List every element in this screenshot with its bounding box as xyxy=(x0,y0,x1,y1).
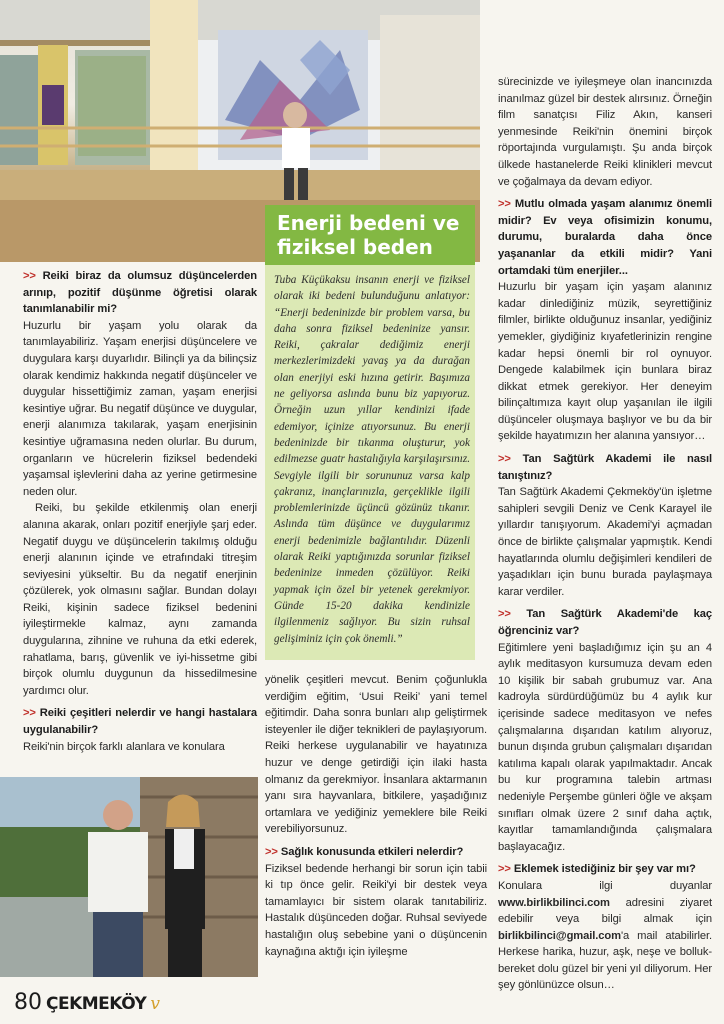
magazine-brand: ÇEKMEKÖY xyxy=(46,994,147,1014)
email-link[interactable]: birlikbilinci@gmail.com xyxy=(498,929,621,942)
column-3 xyxy=(498,74,712,994)
question-marker: >> xyxy=(265,845,278,858)
question-student-count xyxy=(498,606,712,639)
page-footer xyxy=(14,990,160,1020)
answer-paragraph: Huzurlu bir yaşam için yaşam alanınız kadar dinlediğiniz müzik, seyrettiğiniz filmler, birlikte olduğunuz insanlar, yediğiniz yemekler, giydiğiniz kıyafetlerinizin rengine kadar hepsi önemli bir rol oynuyor. Dengede kalabilmek için bunlara biraz dikkat etmek gerekiyor. Her deneyim bilinçaltımıza kayıt olup yaşanılan ile ilgili düşünceler oluşmaya başlıyor ve bu da bir şekilde hayatımızın her alanına yansıyor… xyxy=(498,281,712,443)
question-health xyxy=(265,844,487,861)
question-marker: >> xyxy=(23,270,36,282)
question-text: Mutlu olmada yaşam alanımız önemli midir? Ev veya ofisimizin konumu, durumu, buralarda daha önce yaşananlar da etkili midir? Yani ortamdaki tüm enerjiler... xyxy=(498,198,712,277)
answer-paragraph xyxy=(498,878,712,994)
info-box-body xyxy=(274,272,470,647)
question-text: Reiki biraz da olumsuz düşüncelerden arınıp, pozitif düşünme öğretisi olarak tanımlanabilir mi? xyxy=(23,270,258,316)
info-box-header xyxy=(265,205,475,265)
answer-text: Konulara ilgi duyanlar xyxy=(498,879,712,892)
column-2 xyxy=(265,672,487,960)
question-marker: >> xyxy=(23,707,36,720)
question-text: Tan Sağtürk Akademi'de kaç öğrenciniz var? xyxy=(498,608,712,637)
page-number: 80 xyxy=(14,990,42,1015)
question-marker: >> xyxy=(498,198,511,211)
answer-text: 'a mail atabilirler. Herkese harika, huzur, aşk, neşe ve bolluk- bereket dolu güzel bir yeni yıl diliyorum. Her şey gönlünüzce olsun… xyxy=(498,929,712,992)
question-reiki-positive xyxy=(23,268,257,318)
question-text: Eklemek istediğiniz bir şey var mı? xyxy=(513,863,696,876)
question-anything-to-add xyxy=(498,861,712,878)
info-box-title: Enerji bedeni ve fiziksel beden xyxy=(277,211,460,259)
answer-text: adresini ziyaret edebilir veya bilgi almak için xyxy=(498,896,712,926)
portrait-illustration xyxy=(0,777,258,977)
question-marker: >> xyxy=(498,453,511,466)
brand-mark: v xyxy=(150,994,160,1014)
question-marker: >> xyxy=(498,608,511,621)
question-living-space xyxy=(498,196,712,279)
question-text: Reiki çeşitleri nelerdir ve hangi hastalara uygulanabilir? xyxy=(23,707,258,737)
info-box-text: Tuba Küçükaksu insanın enerji ve fiziksel olarak iki bedeni bulunduğunu anlatıyor: “Enerji bedeninizde bir problem varsa, bu daha sonra fiziksel bedeninize yansır. Reiki, çakralar dediğimiz enerji merkezlerimizdeki yavaş ya da durağan olan enerjiyi eski hızına getirir. Başımıza ne geliyorsa aslında bunu biz yapıyoruz. Örneğin uzun yıllar kendinizi ifade edemiyor, içinize atıyorsunuz. Bu enerji bedeninizde bir tıkanma oluşturur, yok edilmezse guatr hastalığıyla karşılaşırsınız. Sevgiyle ilgili bir sorununuz varsa kalp çakranız, inançlarınızla, gerçeklikle ilgili problemlerinizde üçüncü gözünüz tıkanır. Aslında tüm düşünce ve duygularımız enerji bedenimizle bağlantılıdır. Düzenli olarak Reiki yaptığınızda sorunlar fiziksel bedeninize inmeden çözülüyor. Reiki yapmak için özel bir yetenek gerekmiyor. Günde 15-20 dakika kendinizle ilgilenmeniz sağlıyor. Bu sizin ruhsal gelişiminiz için çok önemli.” xyxy=(274,274,470,645)
question-text: Tan Sağtürk Akademi ile nasıl tanıştınız? xyxy=(498,453,712,482)
column-1 xyxy=(23,268,257,755)
question-reiki-types xyxy=(23,705,257,738)
answer-paragraph: Reiki'nin birçok farklı alanlara ve konulara xyxy=(23,740,225,753)
answer-paragraph: Huzurlu bir yaşam yolu olarak da tanımlayabiliriz. Yaşam enerjisi düşüncelere ve duygulara karşı duyarlıdır. Bilinçli ya da bilinçsiz olarak kendimiz hakkında negatif düşünceler ve duygular hissettiğimiz zaman, yaşam enerjisi kesintiye uğrar. Bu negatif düşünce ve duygular, enerji alanımıza takılarak, yaşam enerjisinin kesintiye uğramasına neden olurlar. Bu durum, organların ve hücrelerin fiziksel bedendeki yaşamsal işlevlerini daha az yerine getirmesine neden olur. xyxy=(23,319,257,498)
answer-paragraph: Eğitimlere yeni başladığımız için şu an 4 aylık meditasyon kursumuza devam eden 10 kişilik bir sabah grubumuz var. Ana kadroyla sürdürdüğümüz bu 4 aylık kur içerisinde sadece meditasyon ve nefes çalışmalarına dışarıdan katılım alıyoruz, bunun dışında grubun çalışmaları dışarıdan katılıma kapalı olarak yapılmaktadır. Ancak bu kur programına talebin artması nedeniyle Perşembe günleri öğle ve akşam sınıfları olmak üzere 2 sınıf daha açtık, kayıtlar tamamlandığında çalışmalara başlayacağız. xyxy=(498,641,712,853)
answer-paragraph: Reiki, bu şekilde etkilenmiş olan enerji alanına akarak, onları pozitif enerjiyle şarj eder. Negatif duygu ve düşüncelerin takılmış olduğu enerji alanının içinde ve etrafındaki titreşim seviyesini yükseltir. Bu da negatif enerjinin çözülerek, yok olmasını sağlar. Bundan dolayı Reiki, kişinin sadece fiziksel bedenini iyileştirmekle kalmaz, aynı zamanda duygularına, zihnine ve ruhuna da etki ederek, rahatlama, barış, güvenlik ve iyi-hissetme gibi birçok olumlu duygunun da hissedilmesine yardımcı olur. xyxy=(23,502,257,697)
question-marker: >> xyxy=(498,863,511,876)
answer-paragraph: yönelik çeşitleri mevcut. Benim çoğunlukla verdiğim eğitim, ‘Usui Reiki’ yani temel eğitimdir. Daha sonra bunları alıp geliştirmek isteyenler ile diğer teknikleri de paylaşıyorum. Reiki herkese uygulanabilir ve hayatınıza huzur ve denge getirdiği için ilaki hasta olmanız da gerekmiyor. İnsanlara aktarmanın yanı sıra hayvanlara, bitkilere, yaşadığınız ortamlara ve yediğiniz yemeklere bile Reiki verebiliyorsunuz. xyxy=(265,674,487,836)
question-academy-meet xyxy=(498,451,712,484)
answer-paragraph: Tan Sağtürk Akademi Çekmeköy'ün işletme sahipleri sevgili Deniz ve Cenk Karayel ile yıllardır tanışıyorum. Akademi'yi açmadan önce de birlikte çalışmalar yapmıştık. Kendi hayatlarında olumlu değişimleri kendileri de yaşadıkları için bunu burada paylaşmaya karar verdiler. xyxy=(498,486,712,598)
answer-paragraph: sürecinizde ve iyileşmeye olan inancınızda inanılmaz güzel bir destek alırsınız. Örneğin film sanatçısı Filiz Akın, kanseri yenmesinde Reiki'nin önemini birçok röportajında vurgulamıştı. Şu anda birçok ülkede hastanelerde Reiki klinikleri mevcut ve çoğalmaya da devam ediyor. xyxy=(498,76,712,188)
portrait-photo xyxy=(0,777,258,977)
website-link[interactable]: www.birlikbilinci.com xyxy=(498,896,610,909)
answer-paragraph: Fiziksel bedende herhangi bir sorun için tabii ki tıp önce gelir. Reiki'yi bir destek veya tamamlayıcı bir sistem olarak tanıtabiliriz. Hastalık düşünceden doğar. Ruhsal seviyede hastalığın oluş sebebine yani o düşüncenin kaynağına aktığı için iyileşme xyxy=(265,862,487,958)
question-text: Sağlık konusunda etkileri nelerdir? xyxy=(280,845,464,858)
